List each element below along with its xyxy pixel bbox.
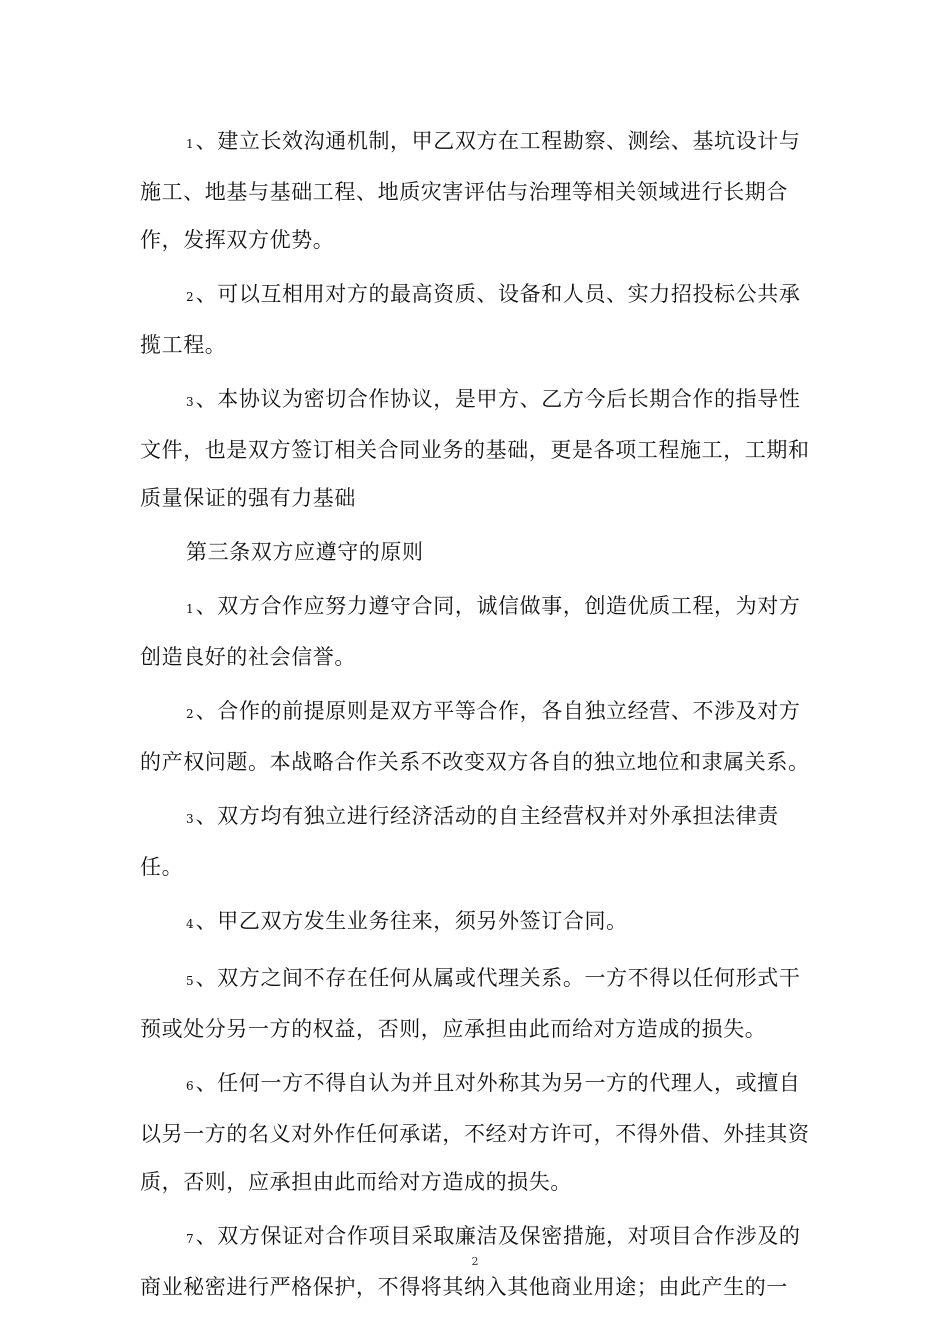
paragraph-number: 2 — [186, 290, 194, 304]
page-number: 2 — [471, 1255, 479, 1268]
paragraph-text: 本协议为密切合作协议，是甲方、乙方今后长期合作的指导性文件，也是双方签订相关合同业务的基础，更是各项工程施工，工期和质量保证的强有力基础 — [140, 387, 810, 510]
paragraph-number: 7 — [186, 1232, 194, 1246]
paragraph-number: 2 — [186, 707, 194, 721]
paragraph-text: 任何一方不得自认为并且对外称其为另一方的代理人，或擅自以另一方的名义对外作任何承诺，不经对方许可，不得外借、外挂其资质，否则，应承担由此而给对方造成的损失。 — [140, 1071, 810, 1194]
paragraph-number: 5 — [186, 974, 194, 988]
principle-1 — [140, 582, 820, 681]
paragraph-text: 双方之间不存在任何从属或代理关系。一方不得以任何形式干预或处分另一方的权益，否则，应承担由此而给对方造成的损失。 — [140, 966, 801, 1041]
paragraph-separator: 、 — [195, 1224, 218, 1248]
principle-4 — [140, 897, 820, 948]
paragraph-text: 双方合作应努力遵守合同，诚信做事，创造优质工程，为对方创造良好的社会信誉。 — [140, 594, 801, 669]
paragraph-2 — [140, 270, 820, 369]
paragraph-separator: 、 — [195, 387, 218, 411]
paragraph-text: 双方保证对合作项目采取廉洁及保密措施，对项目合作涉及的商业秘密进行严格保护，不得将其纳入其他商业用途；由此产生的一 — [140, 1224, 801, 1299]
paragraph-separator: 、 — [195, 594, 218, 618]
paragraph-number: 6 — [186, 1079, 194, 1093]
paragraph-text: 建立长效沟通机制，甲乙双方在工程勘察、测绘、基坑设计与施工、地基与基础工程、地质灾害评估与治理等相关领域进行长期合作，发挥双方优势。 — [140, 129, 801, 252]
paragraph-number: 3 — [186, 812, 194, 826]
paragraph-separator: 、 — [195, 282, 218, 306]
principle-3 — [140, 792, 820, 891]
paragraph-number: 1 — [186, 137, 194, 151]
paragraph-3 — [140, 375, 820, 522]
document-body — [140, 117, 820, 1317]
paragraph-text: 双方均有独立进行经济活动的自主经营权并对外承担法律责任。 — [140, 804, 779, 879]
paragraph-separator: 、 — [195, 966, 218, 990]
paragraph-text: 可以互相用对方的最高资质、设备和人员、实力招投标公共承揽工程。 — [140, 282, 801, 357]
section-heading: 第三条双方应遵守的原则 — [186, 540, 424, 564]
paragraph-separator: 、 — [195, 909, 218, 933]
principle-2 — [140, 687, 820, 786]
paragraph-separator: 、 — [195, 699, 218, 723]
paragraph-text: 甲乙双方发生业务往来，须另外签订合同。 — [217, 909, 628, 933]
paragraph-number: 4 — [186, 917, 194, 931]
paragraph-1 — [140, 117, 820, 264]
paragraph-number: 1 — [186, 602, 194, 616]
paragraph-separator: 、 — [195, 129, 218, 153]
paragraph-number: 3 — [186, 395, 194, 409]
principle-6 — [140, 1059, 820, 1206]
paragraph-separator: 、 — [195, 1071, 218, 1095]
principle-5 — [140, 954, 820, 1053]
paragraph-text: 合作的前提原则是双方平等合作，各自独立经营、不涉及对方的产权问题。本战略合作关系不改变双方各自的独立地位和隶属关系。 — [140, 699, 810, 774]
paragraph-separator: 、 — [195, 804, 218, 828]
